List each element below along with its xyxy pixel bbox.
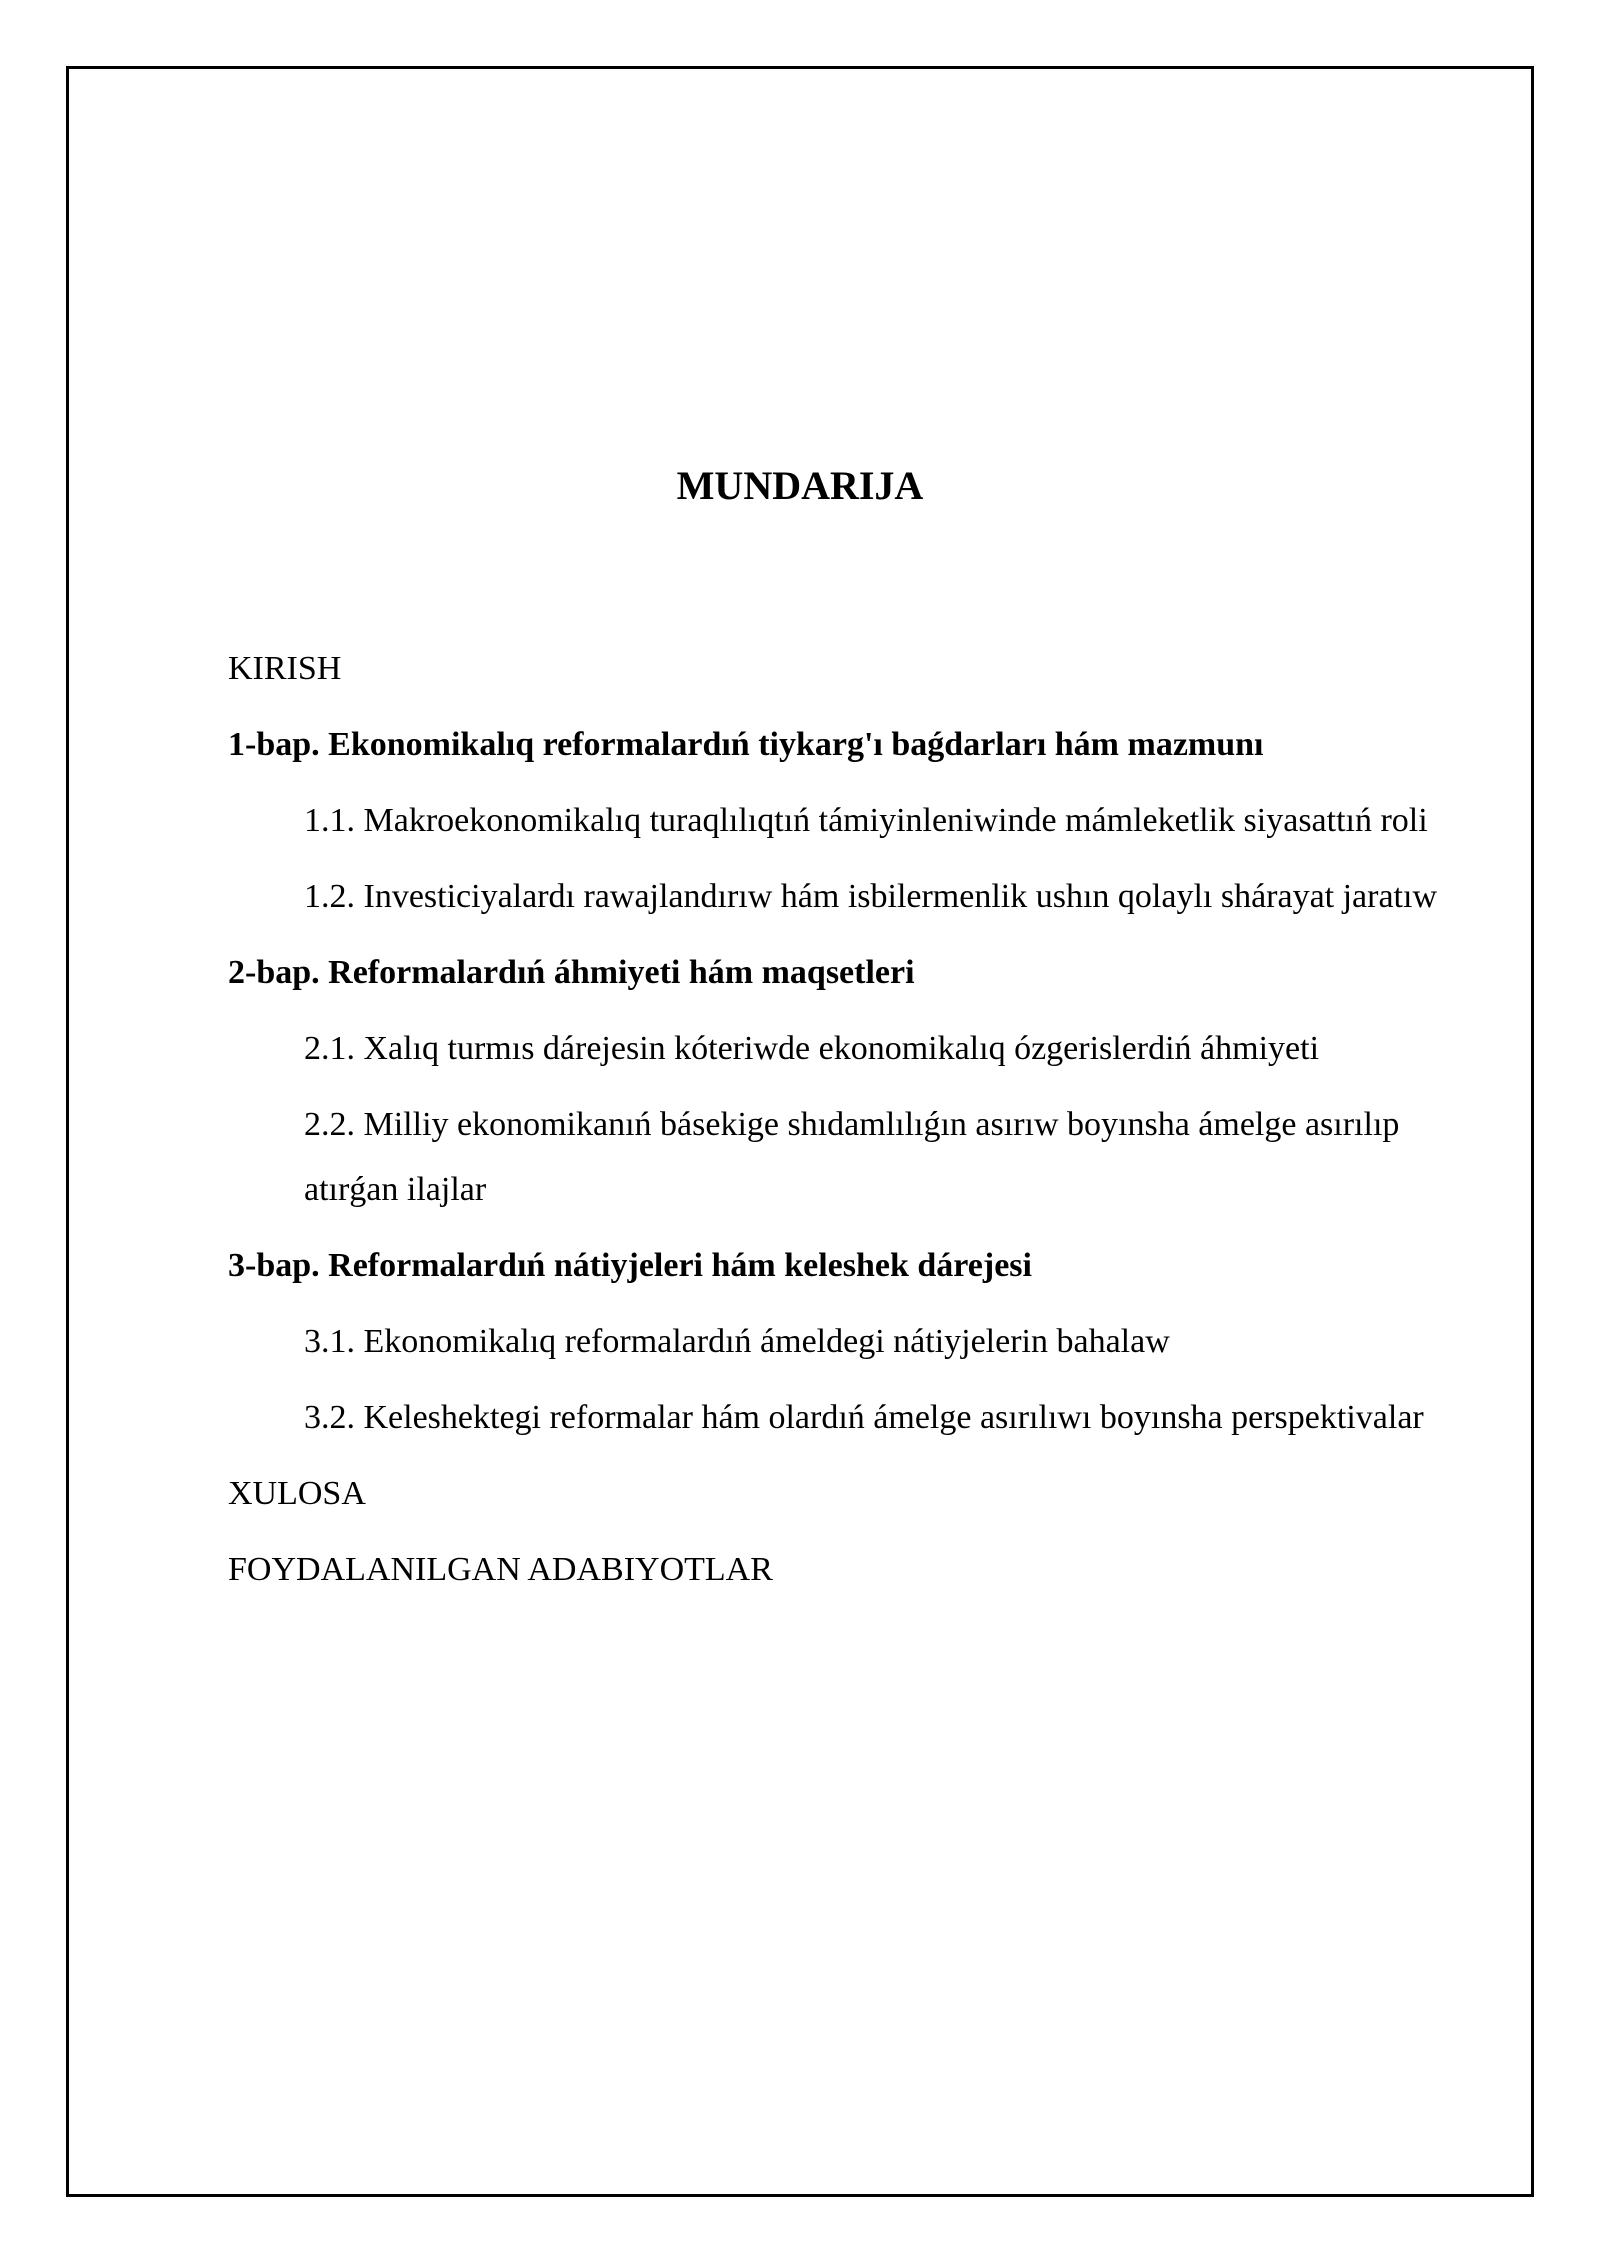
toc-entry-label: 1-bap. Ekonomikalıq reformalardıń tiykarg'ı baǵdarları hám mazmunı <box>228 726 1264 763</box>
toc-entry-references[interactable] <box>228 1537 1478 1602</box>
toc-entry-label: 3.2. Keleshektegi reformalar hám olardıń ámelge asırılıwı boyınsha perspektivalar <box>304 1399 1424 1436</box>
toc-entry-label: 1.2. Investiciyalardı rawajlandırıw hám isbilermenlik ushın qolaylı shárayat jaratıw <box>304 878 1438 915</box>
toc-entry-label: 2.1. Xalıq turmıs dárejesin kóteriwde ekonomikalıq ózgerislerdiń áhmiyeti <box>304 1030 1320 1067</box>
toc-entry-label: KIRISH <box>228 650 342 687</box>
toc-entry-label: 3.1. Ekonomikalıq reformalardıń ámeldegi nátiyjelerin bahalaw <box>304 1323 1170 1360</box>
toc-entry-section-2-2[interactable] <box>228 1092 1478 1222</box>
toc-entry-section-1-2[interactable] <box>228 864 1478 929</box>
toc-entry-section-2-1[interactable] <box>228 1016 1478 1081</box>
toc-entry-label: 2-bap. Reformalardıń áhmiyeti hám maqsetleri <box>228 954 915 991</box>
toc-entry-label: 1.1. Makroekonomikalıq turaqlılıqtıń támiyinleniwinde mámleketlik siyasattıń roli <box>304 802 1428 839</box>
toc-entry-conclusion[interactable] <box>228 1461 1478 1526</box>
toc-entry-chapter-3[interactable] <box>228 1233 1478 1298</box>
toc-entry-chapter-1[interactable] <box>228 712 1478 777</box>
toc-entry-section-1-1[interactable] <box>228 788 1478 853</box>
table-of-contents <box>228 636 1478 1613</box>
toc-entry-chapter-2[interactable] <box>228 940 1478 1005</box>
page-title: MUNDARIJA <box>676 463 924 508</box>
toc-entry-section-3-2[interactable] <box>228 1385 1478 1450</box>
toc-entry-introduction[interactable] <box>228 636 1478 701</box>
toc-entry-section-3-1[interactable] <box>228 1309 1478 1374</box>
toc-entry-label: FOYDALANILGAN ADABIYOTLAR <box>228 1551 773 1588</box>
toc-entry-label: XULOSA <box>228 1475 366 1512</box>
toc-entry-label: 2.2. Milliy ekonomikanıń básekige shıdamlılıǵın asırıw boyınsha ámelge asırılıp atırǵan ilajlar <box>304 1106 1400 1208</box>
toc-entry-label: 3-bap. Reformalardıń nátiyjeleri hám keleshek dárejesi <box>228 1247 1032 1284</box>
